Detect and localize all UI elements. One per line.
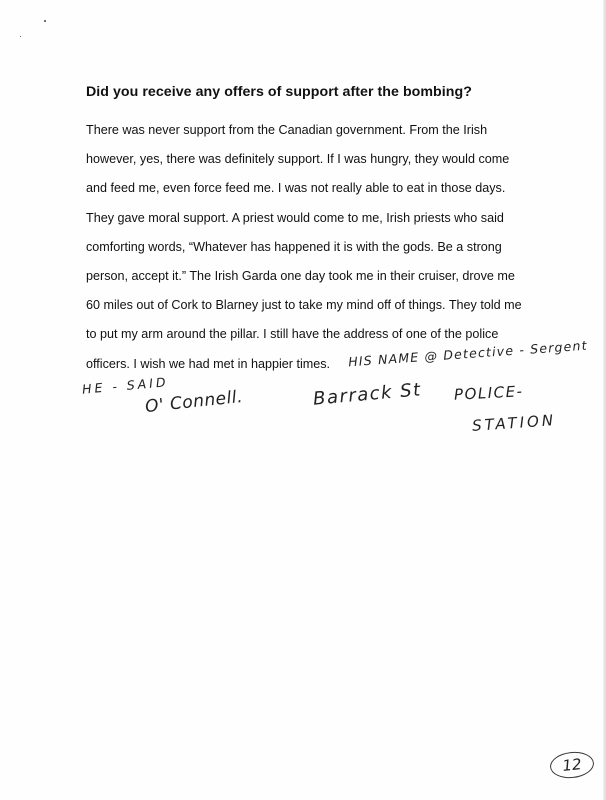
scan-speck xyxy=(44,20,46,22)
scan-speck xyxy=(20,36,21,37)
answer-paragraph xyxy=(86,116,556,379)
page-number-circle xyxy=(549,750,595,780)
handwritten-note-police: POLICE- xyxy=(453,382,524,404)
answer-line: There was never support from the Canadian government. From the Irish xyxy=(86,123,488,137)
handwritten-note-street: Barrack St xyxy=(312,379,423,410)
answer-line: They gave moral support. A priest would come to me, Irish priests who said xyxy=(86,210,504,225)
handwritten-note-name: HIS NAME @ Detective - Sergent xyxy=(347,337,589,370)
answer-line: 60 miles out of Cork to Blarney just to take my mind off of things. They told me xyxy=(86,298,522,313)
answer-line: however, yes, there was definitely support. If I was hungry, they would come xyxy=(86,152,510,167)
handwritten-note-surname: O' Connell. xyxy=(144,386,244,418)
answer-line: to put my arm around the pillar. I still have the address of one of the police xyxy=(86,327,499,342)
answer-line: and feed me, even force feed me. I was not really able to eat in those days. xyxy=(86,181,506,196)
page-number: 12 xyxy=(561,755,583,775)
answer-line: officers. I wish we had met in happier times. xyxy=(86,356,331,371)
answer-line: person, accept it.” The Irish Garda one day took me in their cruiser, drove me xyxy=(86,268,515,283)
handwritten-note-he-said: HE - SAID xyxy=(81,374,170,397)
answer-line: comforting words, “Whatever has happened it is with the gods. Be a strong xyxy=(86,239,502,254)
handwritten-note-station: STATION xyxy=(471,411,557,435)
question-heading: Did you receive any offers of support after the bombing? xyxy=(86,84,472,100)
